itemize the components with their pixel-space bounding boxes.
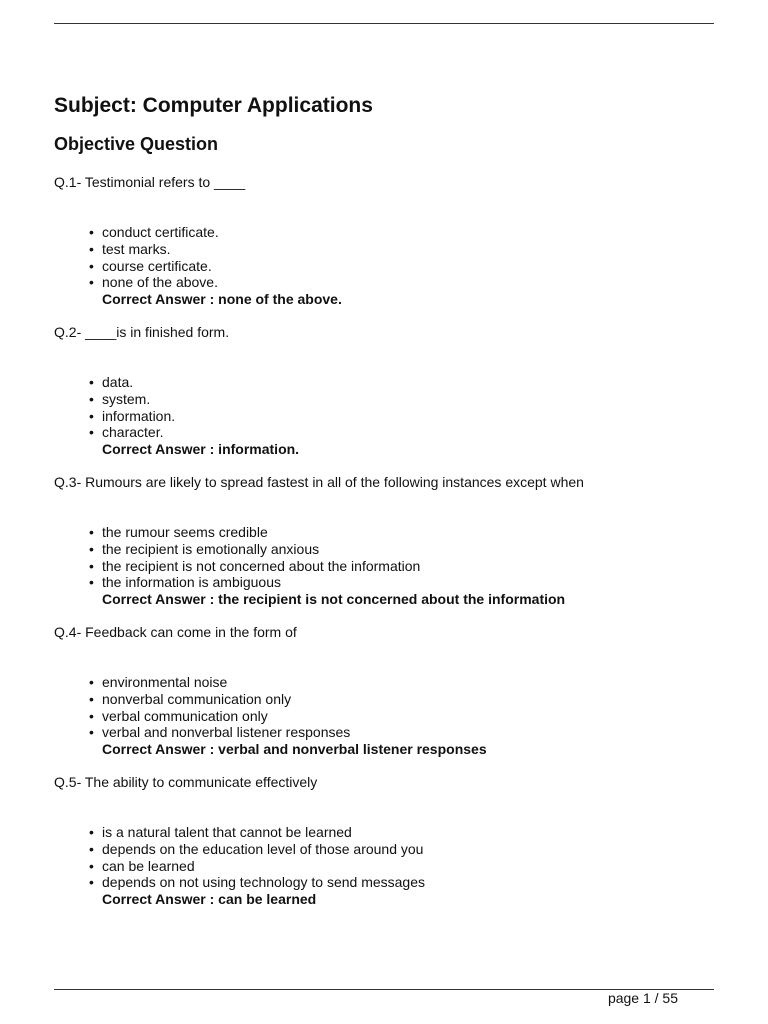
option-item bbox=[54, 691, 714, 708]
option-text: system. bbox=[102, 390, 151, 407]
option-text: depends on not using technology to send messages bbox=[102, 874, 426, 891]
page-number: page 1 / 55 bbox=[607, 990, 678, 1006]
option-text: test marks. bbox=[102, 240, 171, 257]
option-text: information. bbox=[102, 407, 176, 424]
correct-answer: Correct Answer : verbal and nonverbal listener responses bbox=[102, 741, 487, 758]
option-list bbox=[54, 374, 714, 441]
bullet-icon: • bbox=[89, 874, 94, 891]
option-text: can be learned bbox=[102, 857, 195, 874]
option-item bbox=[54, 574, 714, 591]
bullet-icon: • bbox=[89, 857, 94, 874]
option-list bbox=[54, 674, 714, 741]
option-list bbox=[54, 224, 714, 291]
option-item bbox=[54, 224, 714, 241]
bullet-icon: • bbox=[89, 257, 94, 274]
bullet-icon: • bbox=[89, 240, 94, 257]
option-item bbox=[54, 408, 714, 425]
question-block-4 bbox=[54, 624, 714, 758]
bullet-icon: • bbox=[89, 724, 94, 741]
option-item bbox=[54, 858, 714, 875]
bullet-icon: • bbox=[89, 407, 94, 424]
option-text: the rumour seems credible bbox=[102, 523, 268, 540]
option-list bbox=[54, 524, 714, 591]
bullet-icon: • bbox=[89, 690, 94, 707]
option-item bbox=[54, 424, 714, 441]
question-text: Q.4- Feedback can come in the form of bbox=[54, 623, 297, 640]
bullet-icon: • bbox=[89, 540, 94, 557]
option-item bbox=[54, 524, 714, 541]
correct-answer: Correct Answer : the recipient is not concerned about the information bbox=[102, 591, 566, 608]
bullet-icon: • bbox=[89, 707, 94, 724]
correct-answer: Correct Answer : can be learned bbox=[102, 891, 317, 908]
option-text: nonverbal communication only bbox=[102, 690, 292, 707]
bullet-icon: • bbox=[89, 390, 94, 407]
question-block-2 bbox=[54, 324, 714, 458]
bullet-icon: • bbox=[89, 373, 94, 390]
correct-answer: Correct Answer : information. bbox=[102, 441, 300, 458]
subject-title: Subject: Computer Applications bbox=[54, 94, 373, 117]
option-text: character. bbox=[102, 424, 164, 441]
option-text: the recipient is emotionally anxious bbox=[102, 540, 320, 557]
bullet-icon: • bbox=[89, 274, 94, 291]
bullet-icon: • bbox=[89, 574, 94, 591]
option-item bbox=[54, 874, 714, 891]
bullet-icon: • bbox=[89, 424, 94, 441]
bullet-icon: • bbox=[89, 557, 94, 574]
option-text: environmental noise bbox=[102, 673, 228, 690]
option-item bbox=[54, 274, 714, 291]
option-text: depends on the education level of those around you bbox=[102, 840, 424, 857]
question-text: Q.5- The ability to communicate effectively bbox=[54, 773, 318, 790]
question-text: Q.2- ____is in finished form. bbox=[54, 323, 230, 340]
section-title: Objective Question bbox=[54, 134, 219, 154]
option-item bbox=[54, 708, 714, 725]
option-item bbox=[54, 374, 714, 391]
option-text: none of the above. bbox=[102, 274, 218, 291]
correct-answer: Correct Answer : none of the above. bbox=[102, 291, 342, 308]
bullet-icon: • bbox=[89, 673, 94, 690]
option-item bbox=[54, 558, 714, 575]
option-item bbox=[54, 824, 714, 841]
question-block-5 bbox=[54, 774, 714, 908]
option-item bbox=[54, 724, 714, 741]
bullet-icon: • bbox=[89, 840, 94, 857]
option-list bbox=[54, 824, 714, 891]
question-block-3 bbox=[54, 474, 714, 608]
option-text: the recipient is not concerned about the information bbox=[102, 557, 421, 574]
option-text: data. bbox=[102, 373, 134, 390]
option-item bbox=[54, 391, 714, 408]
option-item bbox=[54, 674, 714, 691]
option-text: verbal communication only bbox=[102, 707, 268, 724]
option-item bbox=[54, 241, 714, 258]
bullet-icon: • bbox=[89, 823, 94, 840]
bullet-icon: • bbox=[89, 523, 94, 540]
question-text: Q.1- Testimonial refers to ____ bbox=[54, 174, 246, 190]
option-item bbox=[54, 258, 714, 275]
bullet-icon: • bbox=[89, 224, 94, 240]
option-text: course certificate. bbox=[102, 257, 212, 274]
question-text: Q.3- Rumours are likely to spread fastest in all of the following instances except when bbox=[54, 473, 584, 490]
document-body bbox=[54, 92, 714, 908]
option-text: is a natural talent that cannot be learned bbox=[102, 823, 352, 840]
option-item bbox=[54, 841, 714, 858]
option-text: the information is ambiguous bbox=[102, 574, 281, 591]
question-block-1 bbox=[54, 174, 714, 308]
option-text: conduct certificate. bbox=[102, 224, 219, 240]
option-item bbox=[54, 541, 714, 558]
header-rule bbox=[54, 23, 714, 24]
option-text: verbal and nonverbal listener responses bbox=[102, 724, 351, 741]
